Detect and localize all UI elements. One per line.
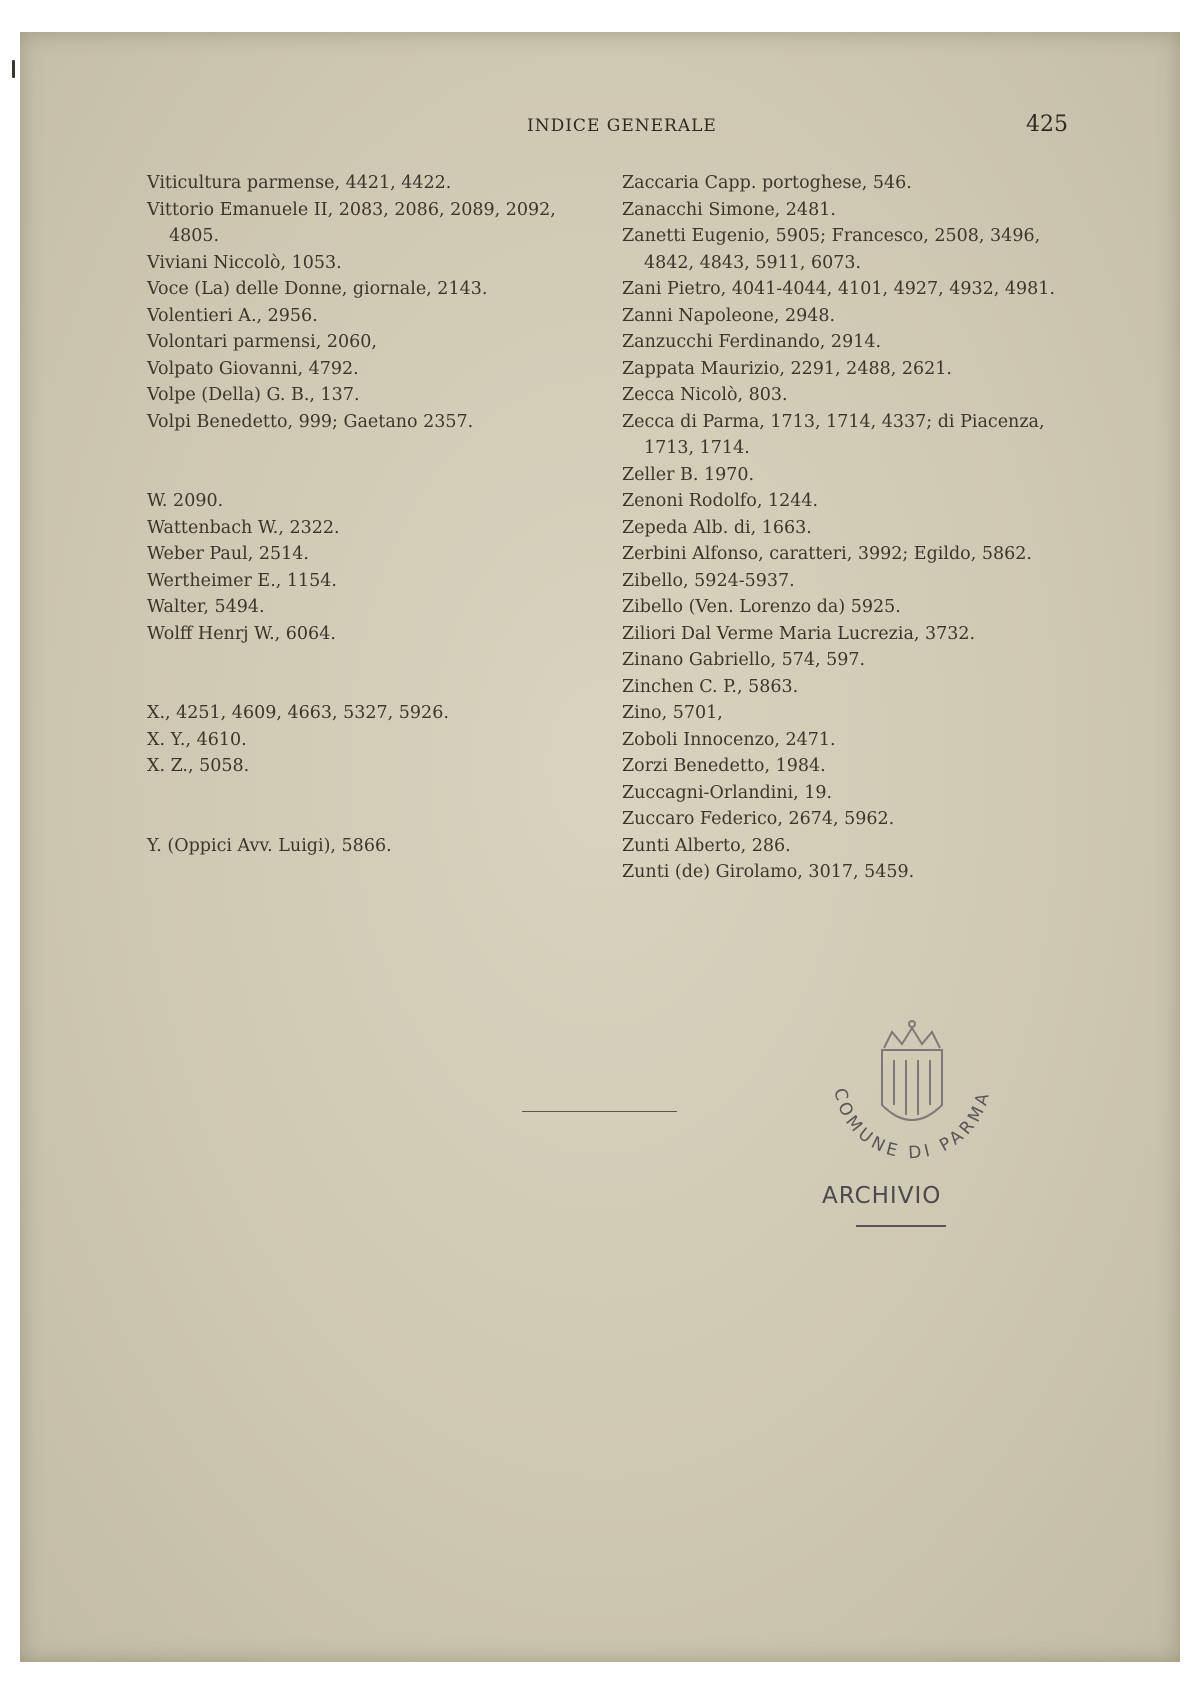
index-entry: Zino, 5701,: [622, 703, 723, 723]
index-entry: Zepeda Alb. di, 1663.: [622, 517, 812, 538]
index-entry: Zerbini Alfonso, caratteri, 3992; Egildo, 5862.: [622, 544, 1032, 564]
index-entry: X., 4251, 4609, 4663, 5327, 5926.: [147, 703, 449, 723]
index-entry: Wertheimer E., 1154.: [147, 570, 337, 591]
stamp-label: ARCHIVIO: [822, 1183, 942, 1209]
index-entry: W. 2090.: [147, 491, 224, 511]
index-entry: Zeller B. 1970.: [622, 464, 755, 485]
index-entry: Wolff Henrj W., 6064.: [147, 623, 336, 644]
index-entry: Zunti (de) Girolamo, 3017, 5459.: [622, 862, 915, 882]
index-entry: Zorzi Benedetto, 1984.: [622, 756, 826, 776]
letter-section-gap: [147, 780, 607, 833]
index-entry: Ziliori Dal Verme Maria Lucrezia, 3732.: [622, 623, 976, 644]
index-entry: X. Y., 4610.: [147, 729, 247, 750]
index-entry: Walter, 5494.: [147, 597, 265, 617]
index-entry: Zecca di Parma, 1713, 1714, 4337; di Piacenza, 1713, 1714.: [622, 411, 1045, 458]
letter-section-gap: [147, 435, 607, 488]
stamp-ring-text: COMUNE DI PARMA: [829, 1086, 995, 1164]
index-entry: Volpato Giovanni, 4792.: [147, 358, 359, 379]
index-entry: Vittorio Emanuele II, 2083, 2086, 2089, 2092, 4805.: [147, 199, 556, 246]
index-entry: Zinchen C. P., 5863.: [622, 676, 799, 697]
index-column-left: [147, 170, 607, 859]
index-entry: Zuccaro Federico, 2674, 5962.: [622, 809, 895, 829]
index-entry: Zibello (Ven. Lorenzo da) 5925.: [622, 597, 901, 617]
index-entry: Zanacchi Simone, 2481.: [622, 199, 836, 220]
index-entry: Zinano Gabriello, 574, 597.: [622, 650, 866, 670]
index-entry: Zappata Maurizio, 2291, 2488, 2621.: [622, 358, 952, 379]
index-entry: Zanzucchi Ferdinando, 2914.: [622, 332, 882, 352]
index-entry: Viviani Niccolò, 1053.: [147, 252, 342, 273]
index-entry: Zunti Alberto, 286.: [622, 835, 791, 856]
index-entry: Zanetti Eugenio, 5905; Francesco, 2508, 3496, 4842, 4843, 5911, 6073.: [622, 226, 1041, 273]
index-entry: Zani Pietro, 4041-4044, 4101, 4927, 4932, 4981.: [622, 279, 1056, 299]
index-column-right: [622, 170, 1077, 886]
index-entry: Y. (Oppici Avv. Luigi), 5866.: [147, 835, 392, 856]
index-entry: Zuccagni-Orlandini, 19.: [622, 782, 833, 803]
index-entry: Zoboli Innocenzo, 2471.: [622, 729, 836, 750]
index-entry: Zanni Napoleone, 2948.: [622, 305, 836, 326]
index-entry: Zaccaria Capp. portoghese, 546.: [622, 173, 912, 193]
page-edge-mark: [12, 60, 15, 78]
index-entry: Volontari parmensi, 2060,: [147, 332, 377, 352]
stamp-underline: [856, 1225, 946, 1227]
index-entry: Wattenbach W., 2322.: [147, 517, 340, 538]
letter-section-gap: [147, 647, 607, 700]
index-entry: X. Z., 5058.: [147, 756, 250, 776]
index-entry: Zibello, 5924-5937.: [622, 570, 795, 591]
section-divider-line: [522, 1111, 677, 1112]
index-entry: Weber Paul, 2514.: [147, 544, 309, 564]
index-entry: Zecca Nicolò, 803.: [622, 385, 788, 405]
coat-of-arms-icon: [882, 1021, 942, 1120]
index-entry: Volpe (Della) G. B., 137.: [147, 385, 360, 405]
index-entry: Voce (La) delle Donne, giornale, 2143.: [147, 279, 488, 299]
index-entry: Volentieri A., 2956.: [147, 305, 318, 326]
running-header: INDICE GENERALE: [527, 116, 717, 136]
index-entry: Zenoni Rodolfo, 1244.: [622, 491, 819, 511]
page-number: 425: [1026, 112, 1068, 137]
index-entry: Volpi Benedetto, 999; Gaetano 2357.: [147, 411, 474, 432]
index-entry: Viticultura parmense, 4421, 4422.: [147, 173, 452, 193]
